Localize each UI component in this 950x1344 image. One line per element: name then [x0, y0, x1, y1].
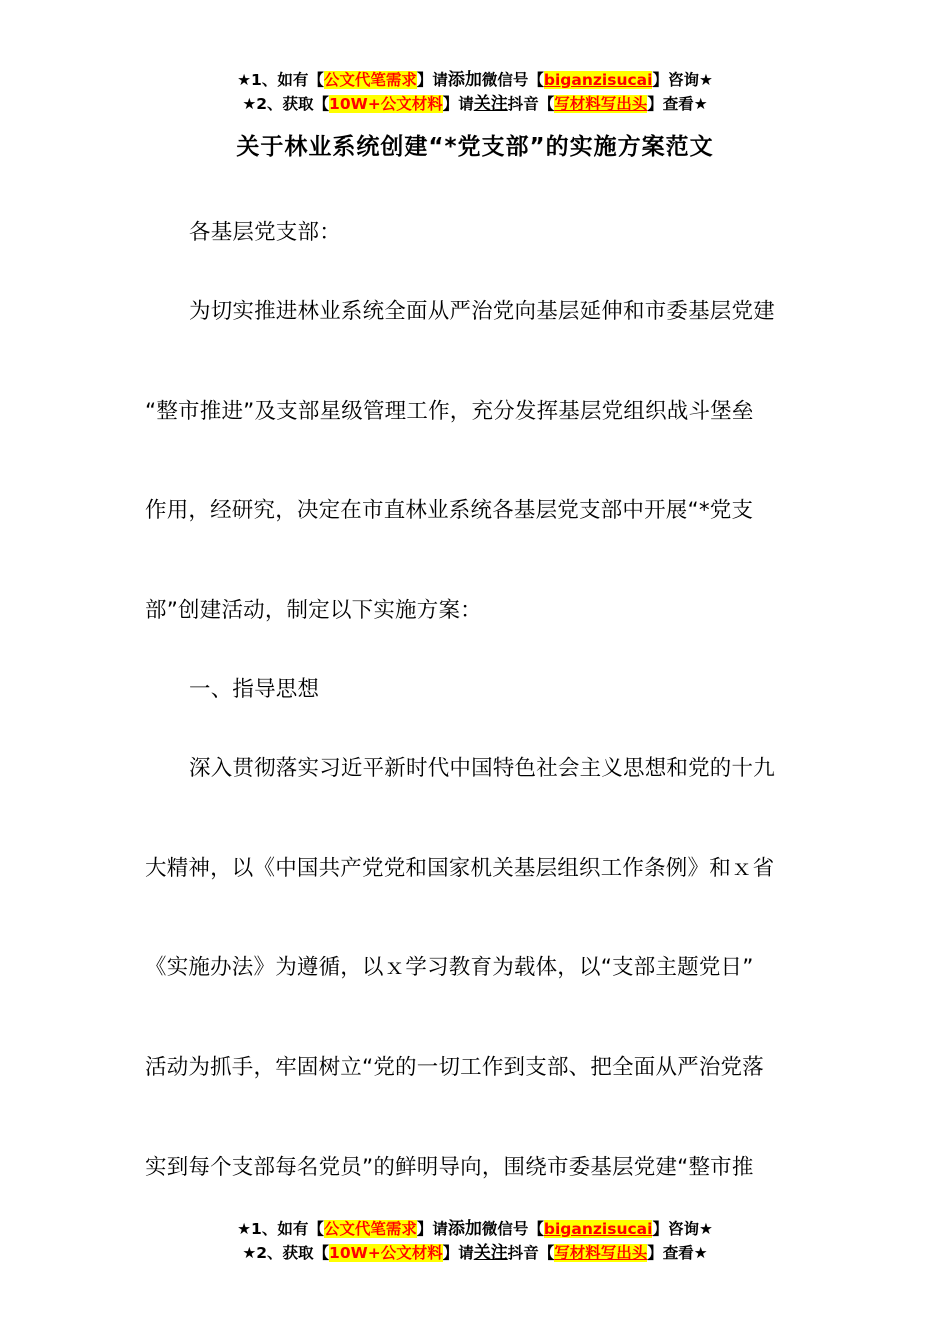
paragraph-line: “整市推进”及支部星级管理工作，充分发挥基层党组织战斗堡垒: [145, 399, 754, 424]
highlight-writing-service: 公文代笔需求: [323, 1220, 417, 1238]
star-icon: ★: [242, 95, 257, 113]
paragraph-line: 《实施办法》为遵循，以ｘ学习教育为载体，以“支部主题党日”: [145, 955, 754, 980]
banner-line-1: ★1、如有【公文代笔需求】请添加微信号【biganzisucai】咨询★: [237, 70, 713, 90]
star-icon: ★: [237, 71, 252, 89]
salutation: 各基层党支部：: [189, 220, 341, 245]
douyin-account-link[interactable]: 写材料写出头: [554, 1244, 648, 1262]
wechat-id-link[interactable]: biganzisucai: [543, 1220, 653, 1238]
section-heading: 一、指导思想: [189, 677, 320, 702]
header-banner: [0, 68, 950, 116]
douyin-account-link[interactable]: 写材料写出头: [554, 95, 648, 113]
highlight-writing-service: 公文代笔需求: [323, 71, 417, 89]
banner-line-2: ★2、获取【10W+公文材料】请关注抖音【写材料写出头】查看★: [242, 1243, 708, 1263]
paragraph-line: 部”创建活动，制定以下实施方案：: [145, 598, 482, 623]
paragraph-line: 实到每个支部每名党员”的鲜明导向，围绕市委基层党建“整市推: [145, 1155, 754, 1180]
footer-banner: [0, 1217, 950, 1265]
document-title: 关于林业系统创建“*党支部”的实施方案范文: [236, 134, 714, 160]
paragraph-line: 深入贯彻落实习近平新时代中国特色社会主义思想和党的十九: [189, 756, 775, 781]
wechat-id-link[interactable]: biganzisucai: [543, 71, 653, 89]
paragraph-line: 为切实推进林业系统全面从严治党向基层延伸和市委基层党建: [189, 299, 775, 324]
highlight-materials: 10W+公文材料: [329, 1244, 443, 1262]
star-icon: ★: [242, 1244, 257, 1262]
banner-line-1: ★1、如有【公文代笔需求】请添加微信号【biganzisucai】咨询★: [237, 1219, 713, 1239]
paragraph-line: 活动为抓手，牢固树立“党的一切工作到支部、把全面从严治党落: [145, 1055, 764, 1080]
star-icon: ★: [237, 1220, 252, 1238]
paragraph-line: 大精神，以《中国共产党党和国家机关基层组织工作条例》和ｘ省: [145, 856, 775, 881]
paragraph-line: 作用，经研究，决定在市直林业系统各基层党支部中开展“*党支: [145, 498, 754, 523]
highlight-materials: 10W+公文材料: [329, 95, 443, 113]
banner-line-2: ★2、获取【10W+公文材料】请关注抖音【写材料写出头】查看★: [242, 94, 708, 114]
